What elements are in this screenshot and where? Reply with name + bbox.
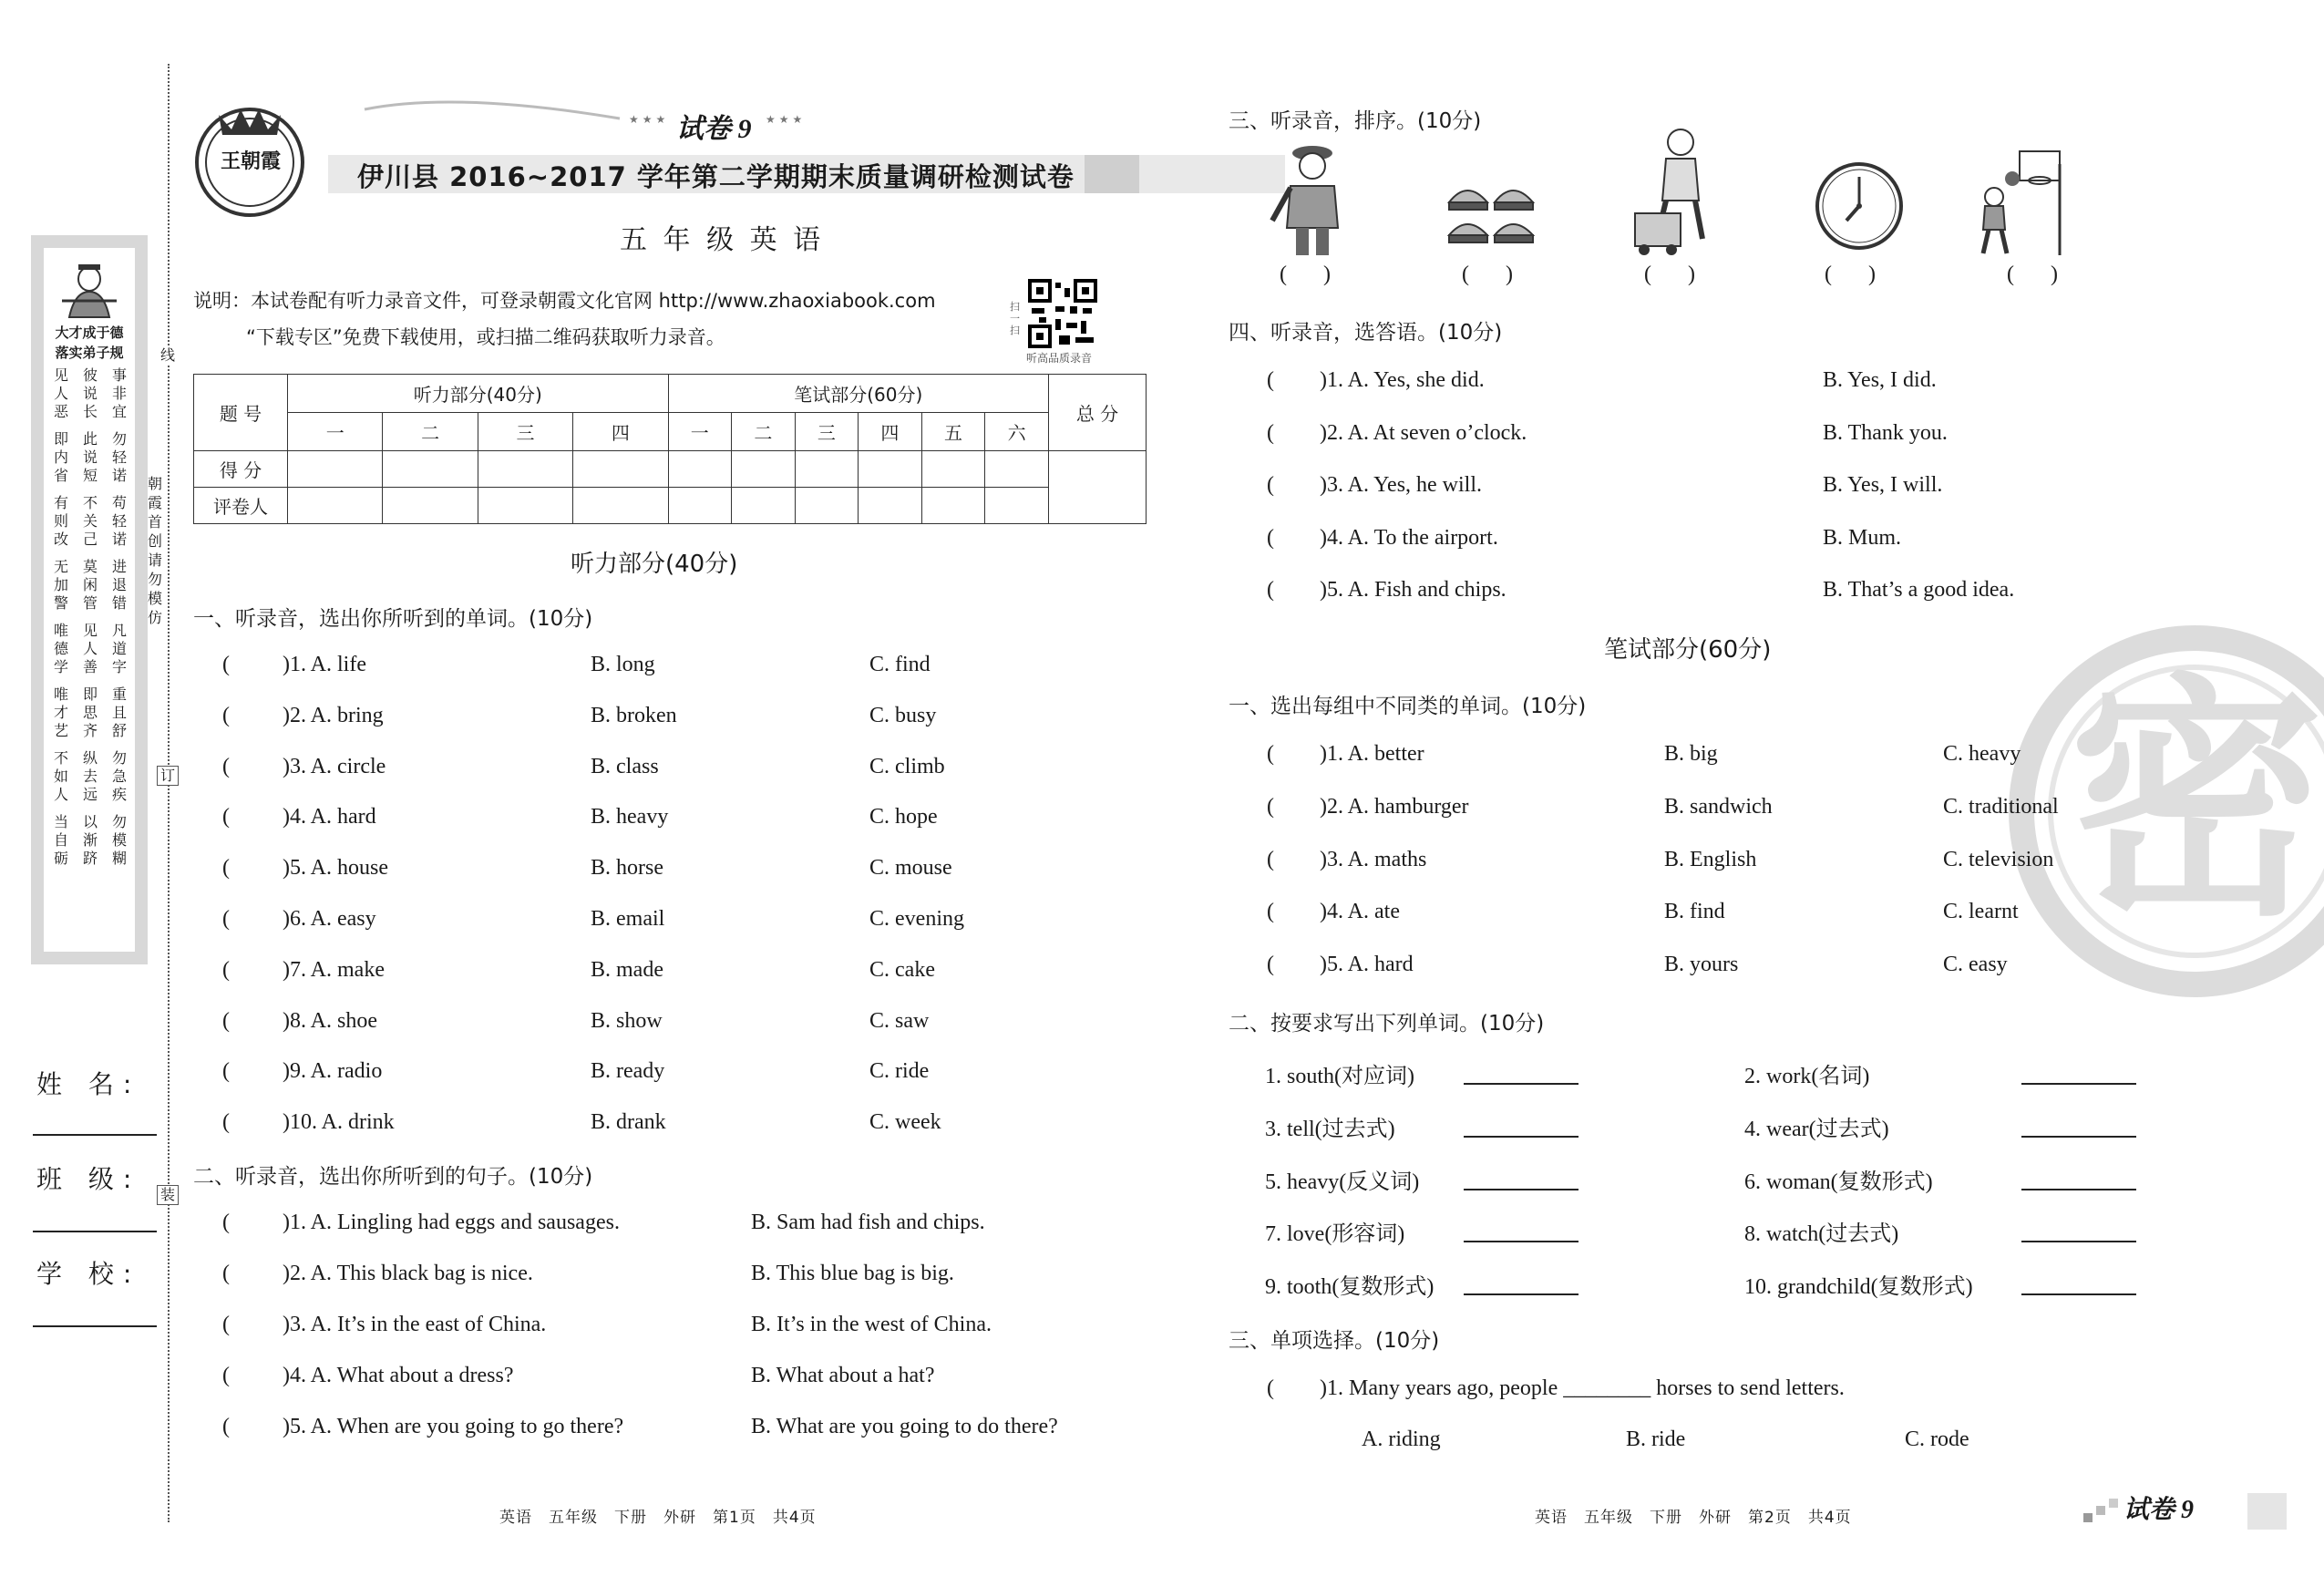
motto-column: 唯才艺 xyxy=(53,685,68,739)
s2-option-b: B. Sam had fish and chips. xyxy=(751,1211,985,1234)
answer-paren[interactable]: ( xyxy=(222,907,230,931)
w1-title: 一、选出每组中不同类的单词。(10分) xyxy=(1229,695,1587,718)
motto-group xyxy=(51,430,129,485)
subject-title: 五 年 级 英 语 xyxy=(620,224,825,256)
col-w5: 五 xyxy=(921,413,985,451)
answer-paren[interactable]: ( xyxy=(222,1313,230,1336)
grader-cell[interactable] xyxy=(921,488,985,524)
mark-line: 线 xyxy=(159,346,175,364)
w1-option-b: B. find xyxy=(1664,900,1725,924)
logo-text: 王朝霞 xyxy=(220,150,281,173)
s1-option-a: )10. A. drink xyxy=(283,1110,395,1135)
grader-cell[interactable] xyxy=(795,488,859,524)
motto-column: 此说短 xyxy=(82,430,98,484)
grader-cell[interactable] xyxy=(288,488,383,524)
s4-option-a: )2. A. At seven o’clock. xyxy=(1320,420,1527,445)
s1-option-a: )4. A. hard xyxy=(283,805,376,830)
section2-title: 二、听录音，选出你所听到的句子。(10分) xyxy=(193,1165,593,1189)
w1-option-b: B. yours xyxy=(1664,953,1739,977)
motto-columns xyxy=(51,366,129,877)
score-cell[interactable] xyxy=(859,451,922,488)
mark-bind: 装 xyxy=(157,1185,179,1205)
s4-option-b: B. Mum. xyxy=(1823,525,1902,550)
class-field[interactable] xyxy=(33,1231,157,1232)
name-label: 姓 名: xyxy=(36,1069,141,1099)
motto-column: 勿轻诺 xyxy=(111,430,127,484)
score-cell[interactable] xyxy=(478,451,572,488)
w2-prompt: 1. south(对应词) xyxy=(1265,1065,1414,1088)
footer-tag: 试卷 9 xyxy=(2123,1496,2195,1524)
s2-option-a: )1. A. Lingling had eggs and sausages. xyxy=(283,1211,620,1234)
col-w3: 三 xyxy=(795,413,859,451)
grader-cell[interactable] xyxy=(668,488,732,524)
answer-paren[interactable]: ( xyxy=(1267,368,1274,392)
s1-option-a: )6. A. easy xyxy=(283,907,376,931)
answer-paren[interactable]: ( xyxy=(222,1008,230,1033)
answer-paren[interactable]: ( xyxy=(222,703,230,727)
w2-answer-blank[interactable] xyxy=(1464,1293,1578,1295)
w1-option-c: C. traditional xyxy=(1943,794,2059,819)
motto-column: 以渐跻 xyxy=(82,813,98,867)
w2-prompt: 3. tell(过去式) xyxy=(1265,1117,1395,1141)
motto-group xyxy=(51,366,129,421)
motto-column: 苟轻诺 xyxy=(111,494,127,548)
answer-paren[interactable]: () xyxy=(1825,263,1912,286)
s1-option-c: C. find xyxy=(869,653,931,676)
col-l3: 三 xyxy=(478,413,572,451)
answer-paren[interactable]: ( xyxy=(222,805,230,830)
total-header: 总 分 xyxy=(1049,375,1147,451)
answer-paren[interactable]: ( xyxy=(222,1110,230,1135)
w1-option-c: C. heavy xyxy=(1943,742,2021,766)
answer-paren[interactable]: ( xyxy=(1267,473,1274,498)
score-table xyxy=(193,374,1147,524)
answer-paren[interactable]: ( xyxy=(1267,953,1274,977)
s1-option-b: B. made xyxy=(591,957,663,982)
exam-title: 伊川县 2016~2017 学年第二学期期末质量调研检测试卷 xyxy=(357,161,1075,192)
col-w1: 一 xyxy=(668,413,732,451)
footer-right: 英语 五年级 下册 外研 第2页 共4页 xyxy=(1535,1509,1852,1527)
score-cell[interactable] xyxy=(985,451,1049,488)
section1-title: 一、听录音，选出你所听到的单词。(10分) xyxy=(193,607,593,631)
col-w4: 四 xyxy=(859,413,922,451)
score-table-title: 题 号 xyxy=(194,375,288,451)
answer-paren[interactable]: () xyxy=(2007,263,2094,286)
w1-option-c: C. learnt xyxy=(1943,900,2019,924)
score-cell[interactable] xyxy=(573,451,668,488)
s1-option-b: B. long xyxy=(591,653,655,676)
s2-option-b: B. What are you going to do there? xyxy=(751,1415,1058,1438)
w1-option-a: )1. A. better xyxy=(1320,742,1424,766)
score-cell[interactable] xyxy=(288,451,383,488)
stars-right: ★★★ xyxy=(766,113,807,126)
clock-picture xyxy=(1814,160,1905,252)
s4-option-b: B. Yes, I did. xyxy=(1823,368,1937,392)
s4-option-b: B. That’s a good idea. xyxy=(1823,578,2015,603)
side-notice: 朝霞首创 请勿模仿 xyxy=(147,475,162,626)
w2-prompt: 10. grandchild(复数形式) xyxy=(1744,1275,1973,1300)
col-l4: 四 xyxy=(573,413,668,451)
cut-line xyxy=(168,64,170,1522)
motto-column: 当自砺 xyxy=(53,813,68,867)
w3-title: 三、单项选择。(10分) xyxy=(1229,1329,1440,1353)
s1-option-b: B. heavy xyxy=(591,805,669,830)
w3-opt-c: C. rode xyxy=(1905,1427,1969,1451)
w2-answer-blank[interactable] xyxy=(1464,1189,1578,1190)
w1-option-c: C. television xyxy=(1943,847,2054,871)
motto-column: 无加警 xyxy=(53,558,68,612)
s2-option-b: B. It’s in the west of China. xyxy=(751,1313,992,1336)
answer-paren[interactable]: ( xyxy=(1267,1376,1274,1400)
row-score: 得 分 xyxy=(194,451,288,488)
w2-prompt: 4. wear(过去式) xyxy=(1744,1117,1889,1141)
listening-title: 听力部分(40分) xyxy=(571,551,738,578)
s1-option-b: B. horse xyxy=(591,856,663,881)
s1-option-b: B. ready xyxy=(591,1059,665,1084)
motto-column: 勿急疾 xyxy=(111,749,127,803)
qr-caption: 听高品质录音 xyxy=(1026,352,1093,365)
s1-option-a: )1. A. life xyxy=(283,653,366,676)
answer-paren[interactable]: () xyxy=(1644,263,1732,286)
note-line-2: “下载专区”免费下载使用，或扫描二维码获取听力录音。 xyxy=(246,326,725,348)
motto-column: 纵去远 xyxy=(82,749,98,803)
motto-column: 不关己 xyxy=(82,494,98,548)
answer-paren[interactable]: ( xyxy=(1267,578,1274,603)
score-cell[interactable] xyxy=(795,451,859,488)
watermark-char: 密 xyxy=(2069,654,2324,951)
answer-paren[interactable]: () xyxy=(1462,263,1549,286)
col-l1: 一 xyxy=(288,413,383,451)
section3-title: 三、听录音，排序。(10分) xyxy=(1229,109,1482,133)
w3-opt-a: A. riding xyxy=(1362,1427,1441,1451)
answer-paren[interactable]: ( xyxy=(222,1415,230,1438)
qr-code-icon[interactable] xyxy=(1028,279,1097,348)
stars-left: ★★★ xyxy=(629,113,670,126)
s1-option-a: )9. A. radio xyxy=(283,1059,383,1084)
w2-answer-blank[interactable] xyxy=(2021,1136,2136,1138)
writing-title: 笔试部分(60分) xyxy=(1604,636,1772,664)
s4-option-a: )1. A. Yes, she did. xyxy=(1320,368,1485,392)
w1-option-b: B. big xyxy=(1664,742,1718,766)
answer-paren[interactable]: ( xyxy=(1267,794,1274,819)
motto-column: 事非宜 xyxy=(111,366,127,420)
motto-column: 彼说长 xyxy=(82,366,98,420)
w2-answer-blank[interactable] xyxy=(2021,1083,2136,1085)
slogan-2: 落实弟子规 xyxy=(55,345,124,361)
motto-column: 即内省 xyxy=(53,430,68,484)
s1-option-a: )8. A. shoe xyxy=(283,1008,377,1033)
motto-column: 凡道字 xyxy=(111,622,127,675)
answer-paren[interactable]: ( xyxy=(1267,847,1274,871)
grader-cell[interactable] xyxy=(985,488,1049,524)
w2-prompt: 6. woman(复数形式) xyxy=(1744,1170,1933,1194)
answer-paren[interactable]: ( xyxy=(222,754,230,778)
delivery-worker-picture xyxy=(1630,122,1728,257)
motto-group xyxy=(51,685,129,740)
w2-answer-blank[interactable] xyxy=(2021,1189,2136,1190)
qr-side-text: 扫一扫 xyxy=(1010,301,1020,336)
s4-option-a: )3. A. Yes, he will. xyxy=(1320,473,1483,498)
mark-seal: 订 xyxy=(157,766,179,786)
s1-option-c: C. week xyxy=(869,1110,941,1135)
writing-header: 笔试部分(60分) xyxy=(668,375,1049,413)
motto-column: 莫闲管 xyxy=(82,558,98,612)
w3-opt-b: B. ride xyxy=(1626,1427,1686,1451)
s2-option-a: )5. A. When are you going to go there? xyxy=(283,1415,624,1438)
motto-column: 勿模糊 xyxy=(111,813,127,867)
basketball-player-picture xyxy=(1972,146,2072,257)
s1-option-c: C. evening xyxy=(869,907,964,931)
s1-option-c: C. mouse xyxy=(869,856,952,881)
answer-paren[interactable]: ( xyxy=(222,1262,230,1285)
motto-strip xyxy=(31,235,148,964)
w1-option-a: )2. A. hamburger xyxy=(1320,794,1469,819)
s1-option-a: )2. A. bring xyxy=(283,703,384,727)
class-label: 班 级: xyxy=(36,1164,141,1194)
s2-option-a: )3. A. It’s in the east of China. xyxy=(283,1313,547,1336)
s2-option-b: B. This blue bag is big. xyxy=(751,1262,954,1285)
s4-option-a: )4. A. To the airport. xyxy=(1320,525,1498,550)
w2-prompt: 8. watch(过去式) xyxy=(1744,1222,1899,1247)
answer-paren[interactable]: ( xyxy=(1267,900,1274,924)
answer-paren[interactable]: () xyxy=(1280,263,1367,286)
answer-paren[interactable]: ( xyxy=(222,653,230,676)
answer-paren[interactable]: ( xyxy=(1267,742,1274,766)
s1-option-a: )3. A. circle xyxy=(283,754,386,778)
col-w2: 二 xyxy=(732,413,796,451)
scholar-icon xyxy=(57,255,122,319)
motto-column: 不如人 xyxy=(53,749,68,803)
section4-title: 四、听录音，选答语。(10分) xyxy=(1229,321,1503,345)
slogan-1: 大才成于德 xyxy=(55,325,124,341)
w1-option-a: )5. A. hard xyxy=(1320,953,1414,977)
col-l2: 二 xyxy=(383,413,478,451)
answer-paren[interactable]: ( xyxy=(222,1059,230,1084)
w2-title: 二、按要求写出下列单词。(10分) xyxy=(1229,1012,1545,1036)
name-field[interactable] xyxy=(33,1134,157,1136)
w1-option-c: C. easy xyxy=(1943,953,2008,977)
s1-option-c: C. hope xyxy=(869,805,938,830)
school-field[interactable] xyxy=(33,1325,157,1327)
col-w6: 六 xyxy=(985,413,1049,451)
s1-option-c: C. ride xyxy=(869,1059,930,1084)
s1-option-b: B. broken xyxy=(591,703,677,727)
motto-group xyxy=(51,622,129,676)
s4-option-a: )5. A. Fish and chips. xyxy=(1320,578,1506,603)
motto-group xyxy=(51,558,129,613)
w2-prompt: 2. work(名词) xyxy=(1744,1065,1870,1088)
w1-option-a: )4. A. ate xyxy=(1320,900,1400,924)
s1-option-a: )7. A. make xyxy=(283,957,385,982)
w2-prompt: 9. tooth(复数形式) xyxy=(1265,1275,1435,1300)
s2-option-b: B. What about a hat? xyxy=(751,1364,935,1387)
score-cell[interactable] xyxy=(383,451,478,488)
s4-option-b: B. Thank you. xyxy=(1823,420,1948,445)
motto-column: 有则改 xyxy=(53,494,68,548)
w2-answer-blank[interactable] xyxy=(2021,1293,2136,1295)
w2-answer-blank[interactable] xyxy=(1464,1241,1578,1242)
answer-paren[interactable]: ( xyxy=(222,1211,230,1234)
score-cell[interactable] xyxy=(668,451,732,488)
score-cell[interactable] xyxy=(732,451,796,488)
motto-column: 见人善 xyxy=(82,622,98,675)
s2-option-a: )4. A. What about a dress? xyxy=(283,1364,514,1387)
answer-paren[interactable]: ( xyxy=(222,856,230,881)
grader-cell[interactable] xyxy=(383,488,478,524)
row-grader: 评卷人 xyxy=(194,488,288,524)
motto-group xyxy=(51,813,129,868)
hamburgers-picture xyxy=(1445,175,1537,248)
motto-column: 见人恶 xyxy=(53,366,68,420)
s1-option-c: C. saw xyxy=(869,1008,930,1033)
s1-option-a: )5. A. house xyxy=(283,856,388,881)
s1-option-b: B. show xyxy=(591,1008,663,1033)
footer-left: 英语 五年级 下册 外研 第1页 共4页 xyxy=(499,1509,817,1527)
school-label: 学 校: xyxy=(36,1259,141,1289)
answer-paren[interactable]: ( xyxy=(1267,420,1274,445)
w1-option-b: B. English xyxy=(1664,847,1757,871)
grader-cell[interactable] xyxy=(859,488,922,524)
score-cell[interactable] xyxy=(921,451,985,488)
answer-paren[interactable]: ( xyxy=(1267,525,1274,550)
s4-option-b: B. Yes, I will. xyxy=(1823,473,1943,498)
w2-prompt: 5. heavy(反义词) xyxy=(1265,1170,1420,1194)
motto-group xyxy=(51,494,129,549)
s2-option-a: )2. A. This black bag is nice. xyxy=(283,1262,533,1285)
motto-column: 重且舒 xyxy=(111,685,127,739)
s1-option-c: C. cake xyxy=(869,957,935,982)
motto-group xyxy=(51,749,129,804)
s1-option-b: B. drank xyxy=(591,1110,666,1135)
s1-option-c: C. busy xyxy=(869,703,937,727)
grader-cell[interactable] xyxy=(573,488,668,524)
motto-column: 即思齐 xyxy=(82,685,98,739)
s1-option-b: B. email xyxy=(591,907,665,931)
answer-paren[interactable]: ( xyxy=(222,957,230,982)
w2-answer-blank[interactable] xyxy=(1464,1136,1578,1138)
w1-option-a: )3. A. maths xyxy=(1320,847,1427,871)
w1-option-b: B. sandwich xyxy=(1664,794,1773,819)
listening-header: 听力部分(40分) xyxy=(288,375,669,413)
w2-prompt: 7. love(形容词) xyxy=(1265,1222,1405,1247)
s1-option-c: C. climb xyxy=(869,754,945,778)
motto-column: 唯德学 xyxy=(53,622,68,675)
grader-cell[interactable] xyxy=(478,488,572,524)
answer-paren[interactable]: ( xyxy=(222,1364,230,1387)
series-label: 试卷 9 xyxy=(676,114,752,144)
grader-cell[interactable] xyxy=(732,488,796,524)
w2-answer-blank[interactable] xyxy=(1464,1083,1578,1085)
total-cell[interactable] xyxy=(1049,451,1147,524)
s1-option-b: B. class xyxy=(591,754,659,778)
police-officer-picture xyxy=(1267,133,1358,257)
note-line-1: 说明：本试卷配有听力录音文件，可登录朝霞文化官网 http://www.zhaoxiabook.com xyxy=(193,290,936,312)
motto-column: 进退错 xyxy=(111,558,127,612)
w2-answer-blank[interactable] xyxy=(2021,1241,2136,1242)
w3-q1: )1. Many years ago, people ________ horses to send letters. xyxy=(1320,1376,1845,1400)
